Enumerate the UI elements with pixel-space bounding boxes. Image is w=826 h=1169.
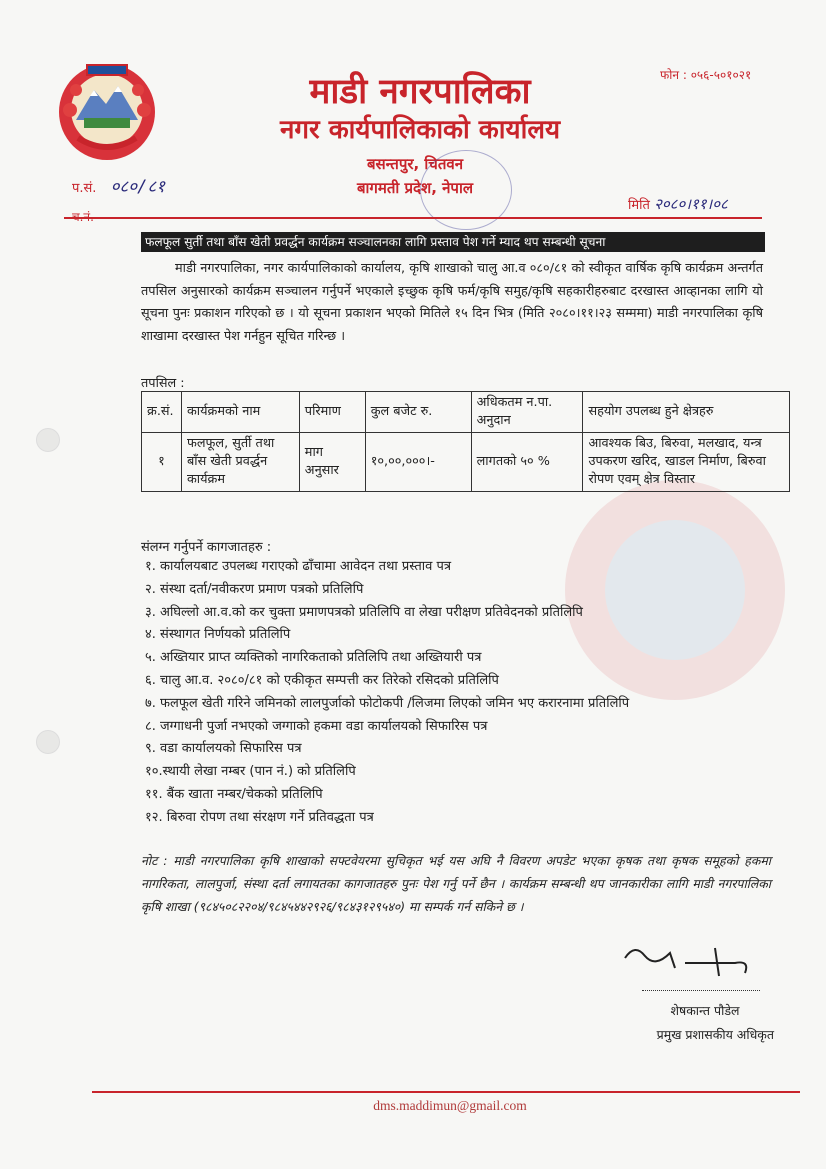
table-header-cell: कुल बजेट रु. bbox=[365, 392, 471, 433]
list-item: ९. वडा कार्यालयको सिफारिस पत्र bbox=[145, 741, 302, 757]
tapasil-label: तपसिल : bbox=[141, 376, 185, 391]
list-item: ८. जग्गाधनी पुर्जा नभएको जग्गाको हकमा वडा कार्यालयको सिफारिस पत्र bbox=[145, 718, 488, 734]
patra-sankhya bbox=[72, 174, 165, 197]
address-line-1: बसन्तपुर, चितवन bbox=[366, 155, 464, 173]
address-line-2: बागमती प्रदेश, नेपाल bbox=[356, 179, 474, 197]
program-table bbox=[141, 391, 790, 492]
date-label: मिति bbox=[628, 198, 650, 213]
table-header-row bbox=[142, 392, 790, 433]
note-paragraph: नोट : माडी नगरपालिका कृषि शाखाको सफ्टवेयरमा सुचिकृत भई यस अघि नै विवरण अपडेट भएका कृषक तथा कृषक समूहको हकमा नागरिकता, लालपुर्जा, संस्था दर्ता लगायतका कागजातहरु पुनः पेश गर्नु पर्ने छैन । कार्यक्रम सम्बन्धी थप जानकारीका लागि माडी नगरपालिका कृषि शाखा (९८४५०८२२०४/९८४५४४२९२६/९८४३१२९५४०) मा सम्पर्क गर्न सकिने छ । bbox=[141, 853, 771, 914]
attachments-list bbox=[145, 556, 785, 830]
cell-grant: लागतको ५० % bbox=[471, 433, 583, 492]
attachments-heading: संलग्न गर्नुपर्ने कागजातहरु : bbox=[141, 540, 272, 555]
table-header-cell: क्र.सं. bbox=[142, 392, 182, 433]
date-value: २०८०।११।०८ bbox=[654, 195, 728, 213]
table-header-cell: कार्यक्रमको नाम bbox=[181, 392, 299, 433]
signature-line bbox=[642, 990, 760, 991]
list-item: ५. अख्तियार प्राप्त व्यक्तिको नागरिकताको प्रतिलिपि तथा अख्तियारी पत्र bbox=[145, 650, 482, 666]
office-subtitle: नगर कार्यपालिकाको कार्यालय bbox=[279, 115, 561, 145]
patra-label: प.सं. bbox=[72, 181, 97, 196]
signer-designation: प्रमुख प्रशासकीय अधिकृत bbox=[656, 1027, 774, 1042]
punch-hole-top bbox=[36, 428, 60, 452]
list-item: ४. संस्थागत निर्णयको प्रतिलिपि bbox=[145, 627, 291, 643]
footer-email: dms.maddimun@gmail.com bbox=[373, 1098, 527, 1113]
phone-number: फोन : ०५६-५०१०२१ bbox=[660, 68, 752, 82]
cell-serial: १ bbox=[142, 433, 182, 492]
header-divider bbox=[64, 217, 762, 219]
list-item: ११. बैंक खाता नम्बर/चेकको प्रतिलिपि bbox=[145, 786, 323, 802]
list-item: १२. बिरुवा रोपण तथा संरक्षण गर्ने प्रतिवद्धता पत्र bbox=[145, 809, 374, 825]
cell-program-name: फलफूल, सुर्ती तथा बाँस खेती प्रवर्द्धन कार्यक्रम bbox=[181, 433, 299, 492]
cell-budget: १०,००,०००।- bbox=[365, 433, 471, 492]
table-header-cell: अधिकतम न.पा. अनुदान bbox=[471, 392, 583, 433]
list-item: १. कार्यालयबाट उपलब्ध गराएको ढाँचामा आवेदन तथा प्रस्ताव पत्र bbox=[145, 559, 452, 574]
date-field bbox=[628, 194, 728, 214]
nepal-emblem-logo bbox=[56, 60, 158, 164]
table-row bbox=[142, 433, 790, 492]
table-header-cell: सहयोग उपलब्ध हुने क्षेत्रहरु bbox=[583, 392, 790, 433]
cell-areas: आवश्यक बिउ, बिरुवा, मलखाद, यन्त्र उपकरण खरिद, खाडल निर्माण, बिरुवा रोपण एवम् क्षेत्र विस्तार bbox=[583, 433, 790, 492]
notice-paragraph: माडी नगरपालिका, नगर कार्यपालिकाको कार्यालय, कृषि शाखाको चालु आ.व ०८०/८१ को स्वीकृत वार्षिक कृषि कार्यक्रम अन्तर्गत तपसिल अनुसारको कार्यक्रम सञ्चालन गर्नुपर्ने भएकाले इच्छुक कृषि फर्म/कृषि समुह/कृषि सहकारीहरुबाट दरखास्त आव्हानका लागि यो सूचना पुनः प्रकाशन गरिएको छ । यो सूचना प्रकाशन भएको मितिले १५ दिन भित्र (मिति २०८०।११।२३ सम्ममा) माडी नगरपालिका कृषि शाखामा दरखास्त पेश गर्नहुन सूचित गरिन्छ । bbox=[141, 261, 763, 344]
list-item: ६. चालु आ.व. २०८०/८१ को एकीकृत सम्पत्ती कर तिरेको रसिदको प्रतिलिपि bbox=[145, 672, 499, 688]
office-title: माडी नगरपालिका bbox=[309, 71, 531, 112]
footer-divider bbox=[92, 1091, 800, 1093]
punch-hole-bottom bbox=[36, 730, 60, 754]
list-item: १०.स्थायी लेखा नम्बर (पान नं.) को प्रतिलिपि bbox=[145, 764, 356, 780]
cell-quantity: माग अनुसार bbox=[299, 433, 365, 492]
list-item: ७. फलफूल खेती गरिने जमिनको लालपुर्जाको फोटोकपी /लिजमा लिएको जमिन भए करारनामा प्रतिलिपि bbox=[145, 695, 630, 711]
signature-scribble bbox=[615, 938, 765, 982]
patra-value: ०८०/८१ bbox=[110, 177, 166, 197]
table-header-cell: परिमाण bbox=[299, 392, 365, 433]
signer-name: शेषकान्त पौडेल bbox=[670, 1003, 740, 1018]
notice-subject: फलफूल सुर्ती तथा बाँस खेती प्रवर्द्धन कार्यक्रम सञ्चालनका लागि प्रस्ताव पेश गर्ने म्याद थप सम्बन्धी सूचना bbox=[141, 232, 765, 252]
list-item: ३. अघिल्लो आ.व.को कर चुक्ता प्रमाणपत्रको प्रतिलिपि वा लेखा परीक्षण प्रतिवेदनको प्रतिलिपि bbox=[145, 604, 583, 620]
list-item: २. संस्था दर्ता/नवीकरण प्रमाण पत्रको प्रतिलिपि bbox=[145, 581, 364, 597]
